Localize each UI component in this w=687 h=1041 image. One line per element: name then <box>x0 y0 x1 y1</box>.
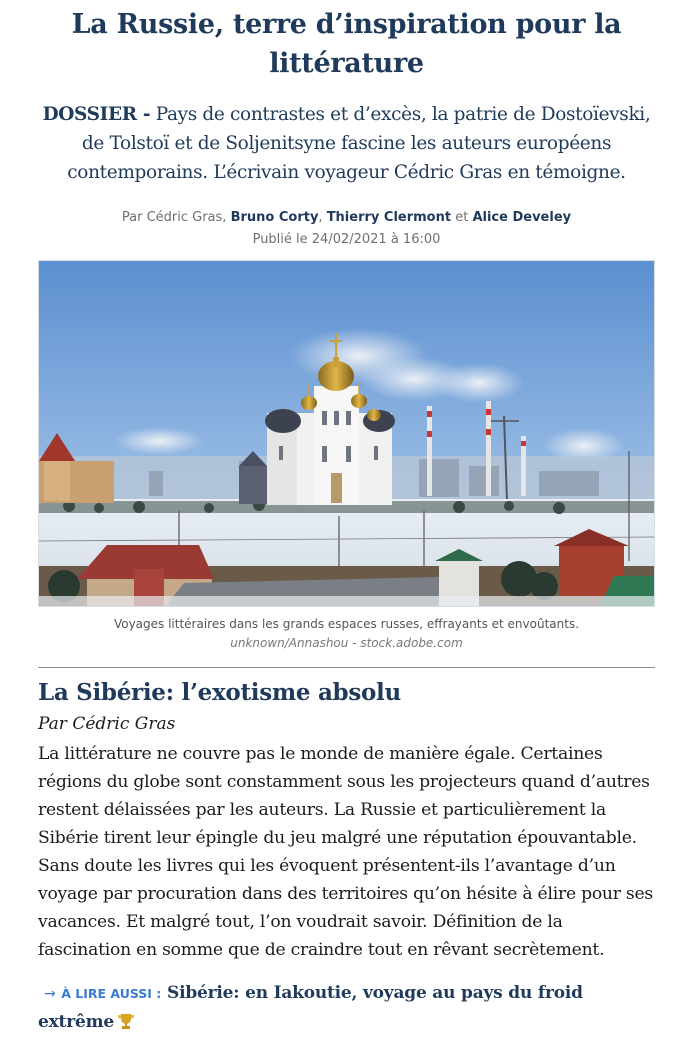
section-divider <box>38 667 655 668</box>
author-link-thierry-clermont[interactable]: Thierry Clermont <box>326 210 452 225</box>
byline-and: et <box>451 210 473 225</box>
photo-caption <box>38 615 655 653</box>
byline-authors <box>38 207 655 229</box>
article-chapo <box>38 100 655 187</box>
photo-orthodox-church-winter <box>39 261 655 607</box>
chapo-kicker: DOSSIER - <box>42 104 151 125</box>
byline <box>38 207 655 251</box>
byline-prefix: Par Cédric Gras, <box>121 210 231 225</box>
arrow-right-icon: → <box>44 986 56 1002</box>
read-also-link[interactable]: Sibérie: en Iakoutie, voyage au pays du froid extrême <box>38 983 583 1032</box>
author-link-alice-develey[interactable]: Alice Develey <box>472 210 572 225</box>
author-link-bruno-corty[interactable]: Bruno Corty <box>230 210 319 225</box>
read-also[interactable] <box>38 979 655 1039</box>
caption-text: Voyages littéraires dans les grands espaces russes, effrayants et envoûtants. <box>113 617 580 631</box>
article-title: La Russie, terre d’inspiration pour la littérature <box>71 9 622 79</box>
section-title: La Sibérie: l’exotisme absolu <box>38 679 401 706</box>
byline-separator: , <box>318 210 327 225</box>
trophy-icon <box>117 1011 135 1039</box>
photo-credit: unknown/Annashou - stock.adobe.com <box>230 636 463 650</box>
read-also-label: À LIRE AUSSI : <box>61 986 162 1001</box>
section-author: Par Cédric Gras <box>38 714 176 734</box>
publish-date: Publié le 24/02/2021 à 16:00 <box>252 232 441 247</box>
chapo-text: Pays de contrastes et d’excès, la patrie de Dostoïevski, de Tolstoï et de Soljenitsyne fascine les auteurs européens contemporains. L’écrivain voyageur Cédric Gras en témoigne. <box>67 104 651 183</box>
article-photo <box>38 260 655 607</box>
section-body: La littérature ne couvre pas le monde de manière égale. Certaines régions du globe sont constamment sous les projecteurs quand d’autres restent délaissées par les auteurs. La Russie et particulièrement la Sibérie tirent leur épingle du jeu malgré une réputation épouvantable. Sans doute les livres qui les évoquent présentent-ils l’avantage d’un voyage par procuration dans des territoires qu’on hésite à élire pour ses vacances. Et malgré tout, l’on voudrait savoir. Définition de la fascination en somme que de craindre tout en rêvant secrètement. <box>38 744 653 960</box>
